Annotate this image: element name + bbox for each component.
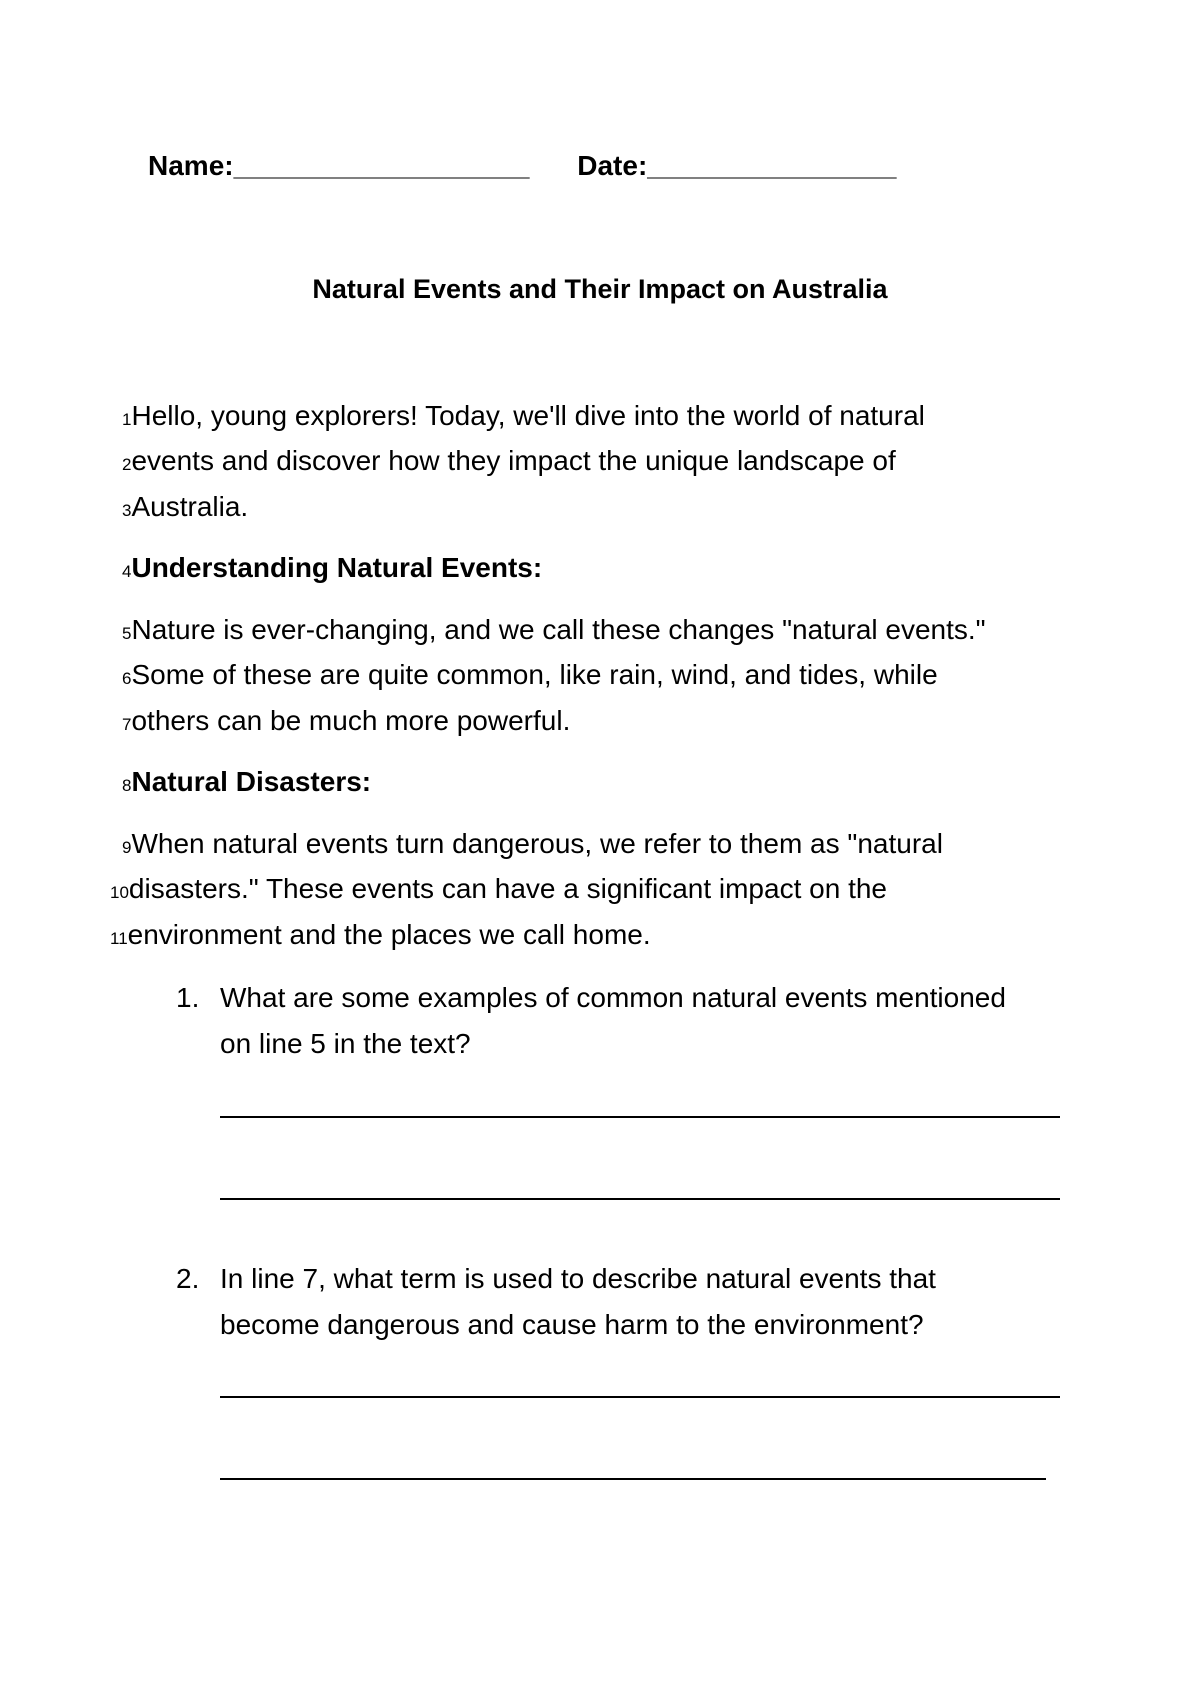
passage-line — [122, 707, 570, 735]
line-number: 4 — [122, 562, 132, 581]
line-text: Natural Disasters: — [131, 766, 372, 797]
line-number: 8 — [122, 776, 132, 795]
line-text: others can be much more powerful. — [131, 705, 571, 736]
header — [148, 150, 896, 182]
answer-line[interactable] — [220, 1396, 1060, 1398]
date-field[interactable]: Date:________________ — [577, 150, 897, 181]
question-number: 2. — [176, 1263, 200, 1294]
line-text: Australia. — [131, 491, 249, 522]
question-1-continued: on line 5 in the text? — [220, 1028, 471, 1059]
line-number: 9 — [122, 838, 132, 857]
passage-line — [122, 661, 938, 689]
line-number: 1 — [122, 410, 132, 429]
passage-line — [122, 402, 925, 430]
name-field[interactable]: Name:___________________ — [148, 150, 530, 181]
question-1 — [176, 984, 1006, 1012]
line-number: 10 — [110, 883, 129, 902]
answer-line[interactable] — [220, 1116, 1060, 1118]
line-number: 3 — [122, 501, 132, 520]
question-text: What are some examples of common natural events mentioned — [220, 982, 1006, 1013]
passage-line — [110, 873, 887, 904]
answer-line[interactable] — [220, 1198, 1060, 1200]
passage-line — [122, 493, 248, 521]
passage-line — [110, 919, 651, 950]
section-heading-disasters — [122, 768, 371, 796]
line-text: Understanding Natural Events: — [131, 552, 543, 583]
line-number: 2 — [122, 455, 132, 474]
question-2 — [176, 1265, 936, 1293]
line-text: environment and the places we call home. — [127, 919, 651, 950]
question-number: 1. — [176, 982, 200, 1013]
question-text: In line 7, what term is used to describe natural events that — [220, 1263, 936, 1294]
line-number: 6 — [122, 669, 132, 688]
passage-line — [122, 616, 986, 644]
passage-line — [122, 830, 943, 858]
line-number: 7 — [122, 715, 132, 734]
line-text: disasters." These events can have a significant impact on the — [128, 873, 887, 904]
page-title: Natural Events and Their Impact on Australia — [312, 274, 888, 304]
passage-line — [122, 447, 896, 475]
answer-line[interactable] — [220, 1478, 1046, 1480]
line-text: events and discover how they impact the unique landscape of — [131, 445, 896, 476]
line-text: When natural events turn dangerous, we refer to them as "natural — [131, 828, 943, 859]
line-text: Hello, young explorers! Today, we'll dive into the world of natural — [131, 400, 925, 431]
line-text: Nature is ever-changing, and we call these changes "natural events." — [131, 614, 986, 645]
line-number: 5 — [122, 624, 132, 643]
section-heading-understanding — [122, 554, 542, 582]
line-text: Some of these are quite common, like rain, wind, and tides, while — [131, 659, 938, 690]
line-number: 11 — [110, 929, 128, 948]
question-2-continued: become dangerous and cause harm to the environment? — [220, 1309, 924, 1340]
